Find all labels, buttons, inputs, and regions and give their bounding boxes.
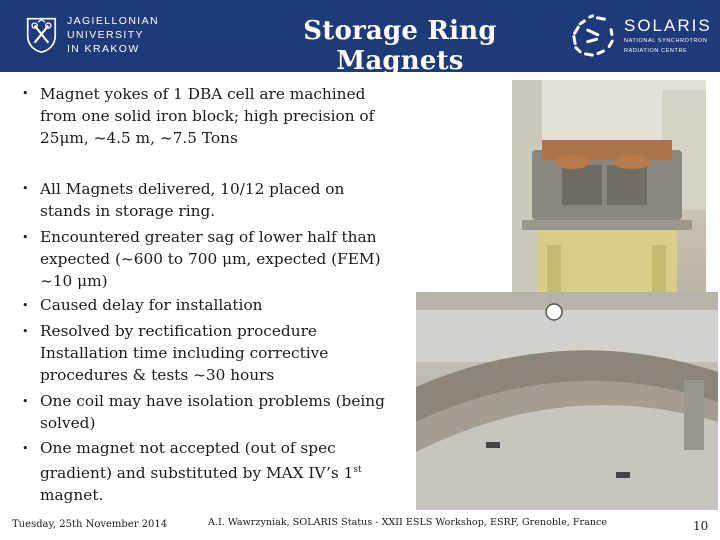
- footer-citation: A.I. Wawrzyniak, SOLARIS Status - XXII ESLS Workshop, ESRF, Grenoble, France: [208, 517, 608, 528]
- bullet-line: [40, 460, 385, 485]
- bullet-line: solved): [40, 413, 96, 432]
- bullet-item: [40, 438, 385, 506]
- university-name-line1: JAGIELLONIAN UNIVERSITY: [66, 15, 160, 41]
- bullet-line: Encountered greater sag of lower half than: [40, 228, 377, 246]
- bullet-line: All Magnets delivered, 10/12 placed on: [40, 180, 345, 198]
- bullet-line: One magnet not accepted (out of spec: [40, 439, 336, 457]
- bullet-marker: •: [22, 325, 29, 338]
- bullet-line: One coil may have isolation problems (being: [40, 392, 385, 410]
- solaris-subtitle-line2: RADIATION CENTRE: [624, 48, 688, 54]
- bullet-line: procedures & tests ~30 hours: [40, 365, 275, 384]
- bullet-line: magnet.: [40, 485, 104, 504]
- bullet-line: from one solid iron block; high precision of: [40, 106, 375, 125]
- bullet-item: [40, 227, 385, 292]
- superscript-st: st: [353, 464, 362, 475]
- bullet-item: [40, 295, 385, 317]
- bullet-item: [40, 84, 385, 149]
- bullet-marker: •: [22, 87, 29, 100]
- solaris-logo: [568, 12, 716, 60]
- storage-ring-illustration: [416, 292, 718, 510]
- magnet-cell-illustration: [512, 80, 706, 292]
- bullet-item: [40, 321, 385, 386]
- bullet-marker: •: [22, 299, 29, 312]
- bullet-line: stands in storage ring.: [40, 201, 216, 220]
- slide-title: Storage Ring Magnets: [303, 16, 497, 76]
- bullet-line: Caused delay for installation: [40, 296, 263, 314]
- bullet-item: [40, 179, 385, 223]
- university-name-line2: IN KRAKOW: [66, 43, 140, 55]
- bullet-marker: •: [22, 231, 29, 244]
- bullet-line: Installation time including corrective: [40, 343, 329, 362]
- storage-ring-photo: [416, 292, 718, 510]
- bullet-marker: •: [22, 182, 29, 195]
- solaris-name: SOLARIS: [624, 16, 712, 35]
- bullet-line: expected (~600 to 700 μm, expected (FEM): [40, 249, 381, 268]
- bullet-line: Magnet yokes of 1 DBA cell are machined: [40, 85, 366, 103]
- page-number: 10: [693, 519, 709, 533]
- footer-date: Tuesday, 25th November 2014: [12, 519, 168, 530]
- bullet-line: ~10 μm): [40, 271, 108, 290]
- solaris-swirl-icon: [568, 13, 618, 59]
- bullet-item: [40, 391, 385, 435]
- bullet-marker: •: [22, 395, 29, 408]
- bullet-line: 25μm, ~4.5 m, ~7.5 Tons: [40, 128, 238, 147]
- solaris-subtitle-line1: NATIONAL SYNCHROTRON: [624, 38, 708, 44]
- magnet-cell-photo: [512, 80, 706, 292]
- bullet-marker: •: [22, 442, 29, 455]
- bullet-line: Resolved by rectification procedure: [40, 322, 317, 340]
- bullet-line-text: gradient) and substituted by MAX IV’s 1: [40, 463, 354, 482]
